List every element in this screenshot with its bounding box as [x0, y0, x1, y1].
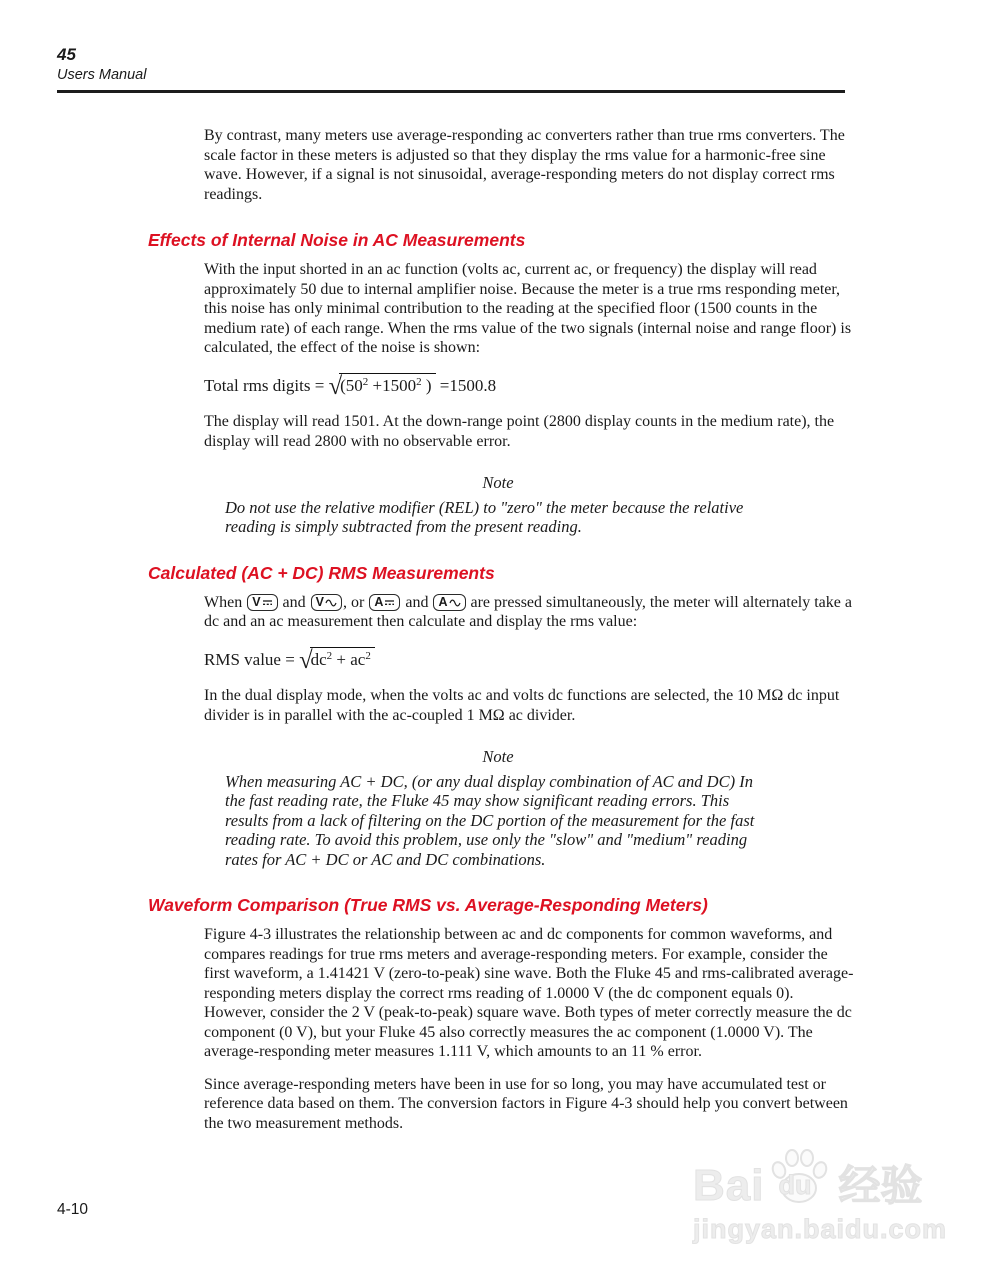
section-heading-waveform-comparison: Waveform Comparison (True RMS vs. Average-Responding Meters)	[148, 895, 708, 916]
radical: $√dc^2 + ac^2$	[299, 647, 375, 671]
rms-value-formula	[204, 646, 848, 674]
baidu-logo-jingyan: 经验	[838, 1161, 923, 1210]
dc-symbol-icon	[384, 598, 395, 607]
note-text-rel: Do not use the relative modifier (REL) to "zero" the meter because the relative reading is simply subtracted from the present reading.	[225, 497, 744, 537]
volts-dc-key: V	[247, 594, 277, 611]
ac-symbol-icon	[449, 598, 461, 607]
volts-ac-key: V	[311, 594, 342, 611]
amps-ac-key: A	[433, 594, 465, 611]
ac-symbol-icon	[325, 598, 337, 607]
keys-paragraph: When V and V , or A and A are pressed simultaneously, the meter will alternately take a dc and an ac measurement then calculate and display the rms value:	[204, 593, 852, 631]
section-heading-internal-noise: Effects of Internal Noise in AC Measurements	[148, 230, 526, 250]
display-reading-paragraph: The display will read 1501. At the down-range point (2800 display counts in the medium rate), the display will read 2800 with no observable error.	[204, 413, 835, 450]
total-rms-formula	[204, 372, 848, 400]
model-number: 45	[57, 45, 76, 64]
radical-sign-icon: √	[299, 646, 313, 674]
noise-paragraph: With the input shorted in an ac function (volts ac, current ac, or frequency) the display will read approximately 50 due to internal amplifier noise. Because the meter is a true rms responding meter, this noise has only minimal contribution to the reading at the specified floor (1500 counts in the medium rate) of each range. When the rms value of the two signals (internal noise and range floor) is calculated, the effect of the noise is shown:	[204, 261, 852, 356]
formula-lhs: RMS value =	[204, 649, 300, 669]
amps-dc-key: A	[369, 594, 400, 611]
radical-sign-icon: √	[328, 372, 343, 400]
radical: $√(50^2 +1500^2$ )	[329, 373, 436, 397]
baidu-logo-bai: Bai	[692, 1161, 765, 1210]
baidu-logo-du: du	[778, 1170, 812, 1200]
waveform-paragraph-2: Since average-responding meters have been in use for so long, you may have accumulated test or reference data based on them. The conversion factors in Figure 4-3 should help you convert between the two measurement methods.	[204, 1075, 848, 1132]
formula-result: =1500.8	[435, 375, 497, 395]
baidu-paw-icon	[766, 1148, 832, 1210]
baidu-logo	[693, 1148, 947, 1210]
dc-symbol-icon	[262, 598, 273, 607]
intro-paragraph: By contrast, many meters use average-responding ac converters rather than true rms converters. The scale factor in these meters is adjusted so that they display the rms value for a harmonic-free sine wave. However, if a signal is not sinusoidal, average-responding meters do not display correct rms readings.	[204, 127, 845, 203]
section-heading-calculated-rms: Calculated (AC + DC) RMS Measurements	[148, 562, 495, 583]
watermark-url: jingyan.baidu.com	[692, 1214, 947, 1244]
dual-display-paragraph: In the dual display mode, when the volts ac and volts dc functions are selected, the 10 MΩ dc input divider is in parallel with the ac-coupled 1 MΩ ac divider.	[204, 687, 840, 724]
waveform-paragraph-1: Figure 4-3 illustrates the relationship between ac and dc components for common waveforms, and compares readings for true rms meters and average-responding meters. For example, consider the first waveform, a 1.41421 V (zero-to-peak) sine wave. Both the Fluke 45 and rms-calibrated average-responding meters display the correct rms reading of 1.0000 V (the dc component equals 0). However, consider the 2 V (peak-to-peak) square wave. Both types of meter correctly measure the dc component (0 V), but your Fluke 45 also correctly measures the ac component (1.0000 V). The average-responding meter measures 1.111 V, which amounts to an 11 % error.	[204, 926, 854, 1061]
note-text-ac-dc: When measuring AC + DC, (or any dual display combination of AC and DC) In the fast reading rate, the Fluke 45 may show significant reading errors. This results from a lack of filtering on the DC portion of the measurement for the fast reading rate. To avoid this problem, use only the "slow" and "medium" reading rates for AC + DC or AC and DC combinations.	[225, 771, 755, 869]
page-content	[148, 126, 854, 1133]
page-header	[57, 45, 845, 93]
formula-lhs: Total rms digits =	[204, 375, 329, 395]
note-label: Note	[482, 473, 514, 493]
baidu-watermark	[693, 1148, 947, 1244]
page-number: 4-10	[57, 1201, 89, 1218]
note-label: Note	[482, 747, 514, 767]
manual-title: Users Manual	[57, 67, 147, 83]
